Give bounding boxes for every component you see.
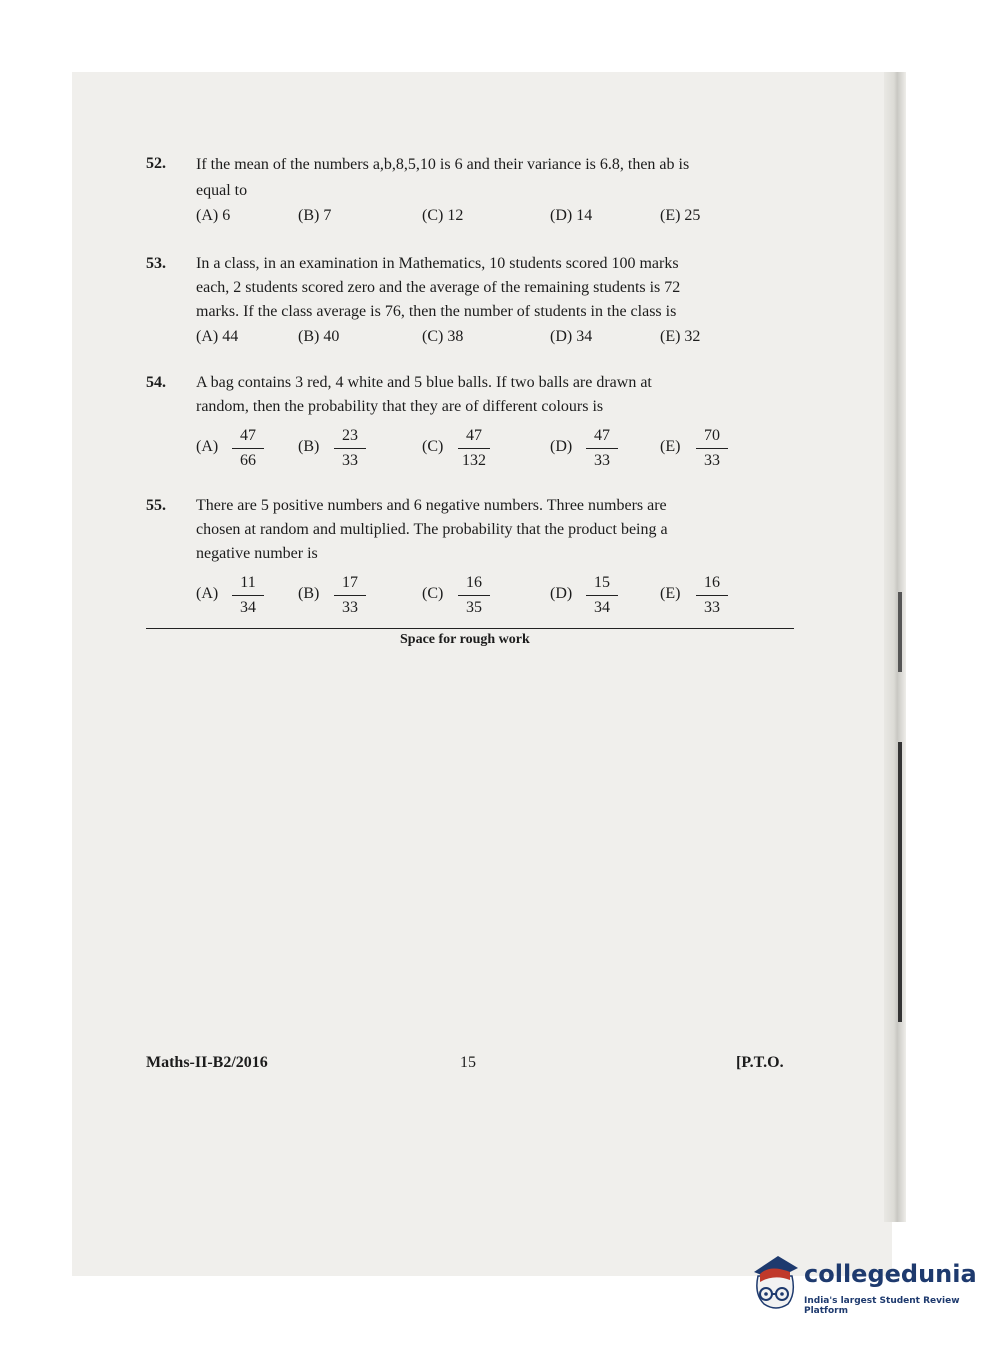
option-b: (B) 7 bbox=[298, 207, 332, 224]
option-e: (E) 25 bbox=[660, 207, 701, 224]
question-text: A bag contains 3 red, 4 white and 5 blue balls. If two balls are drawn at bbox=[196, 374, 652, 391]
brand-name: collegedunia bbox=[804, 1260, 977, 1288]
option-a: (A) 44 bbox=[196, 328, 239, 345]
question-text: negative number is bbox=[196, 545, 318, 562]
mascot-icon bbox=[748, 1250, 802, 1320]
option-c: (C) 12 bbox=[422, 207, 464, 224]
page-edge-shadow bbox=[884, 72, 906, 1222]
option-d: (D) 34 bbox=[550, 328, 593, 345]
question-text: equal to bbox=[196, 182, 248, 199]
collegedunia-logo bbox=[748, 1250, 978, 1330]
paper-code: Maths-II-B2/2016 bbox=[146, 1054, 268, 1071]
option-d: (D) 14 bbox=[550, 207, 593, 224]
bleed-through-text bbox=[200, 650, 204, 666]
question-55 bbox=[146, 494, 806, 570]
divider-rule bbox=[146, 628, 794, 629]
question-number: 55. bbox=[146, 497, 166, 514]
brand-tagline: India's largest Student Review Platform bbox=[804, 1296, 960, 1316]
question-text: marks. If the class average is 76, then the number of students in the class is bbox=[196, 303, 677, 320]
question-text: In a class, in an examination in Mathematics, 10 students scored 100 marks bbox=[196, 255, 679, 272]
question-text: There are 5 positive numbers and 6 negative numbers. Three numbers are bbox=[196, 497, 667, 514]
rough-work-label: Space for rough work bbox=[400, 632, 530, 647]
option-e: (E) 32 bbox=[660, 328, 701, 345]
question-52 bbox=[146, 152, 806, 232]
question-54 bbox=[146, 371, 806, 423]
question-number: 53. bbox=[146, 255, 166, 272]
question-text: chosen at random and multiplied. The probability that the product being a bbox=[196, 521, 668, 538]
pto-label: [P.T.O. bbox=[736, 1054, 784, 1071]
question-text: random, then the probability that they are of different colours is bbox=[196, 398, 604, 415]
question-number: 54. bbox=[146, 374, 166, 391]
question-text: If the mean of the numbers a,b,8,5,10 is 6 and their variance is 6.8, then ab is bbox=[196, 156, 690, 173]
question-number: 52. bbox=[146, 155, 166, 172]
question-text: each, 2 students scored zero and the average of the remaining students is 72 bbox=[196, 279, 681, 296]
question-53 bbox=[146, 252, 806, 332]
option-a: (A) 6 bbox=[196, 207, 231, 224]
page-number: 15 bbox=[460, 1054, 476, 1071]
option-c: (C) 38 bbox=[422, 328, 464, 345]
option-b: (B) 40 bbox=[298, 328, 340, 345]
